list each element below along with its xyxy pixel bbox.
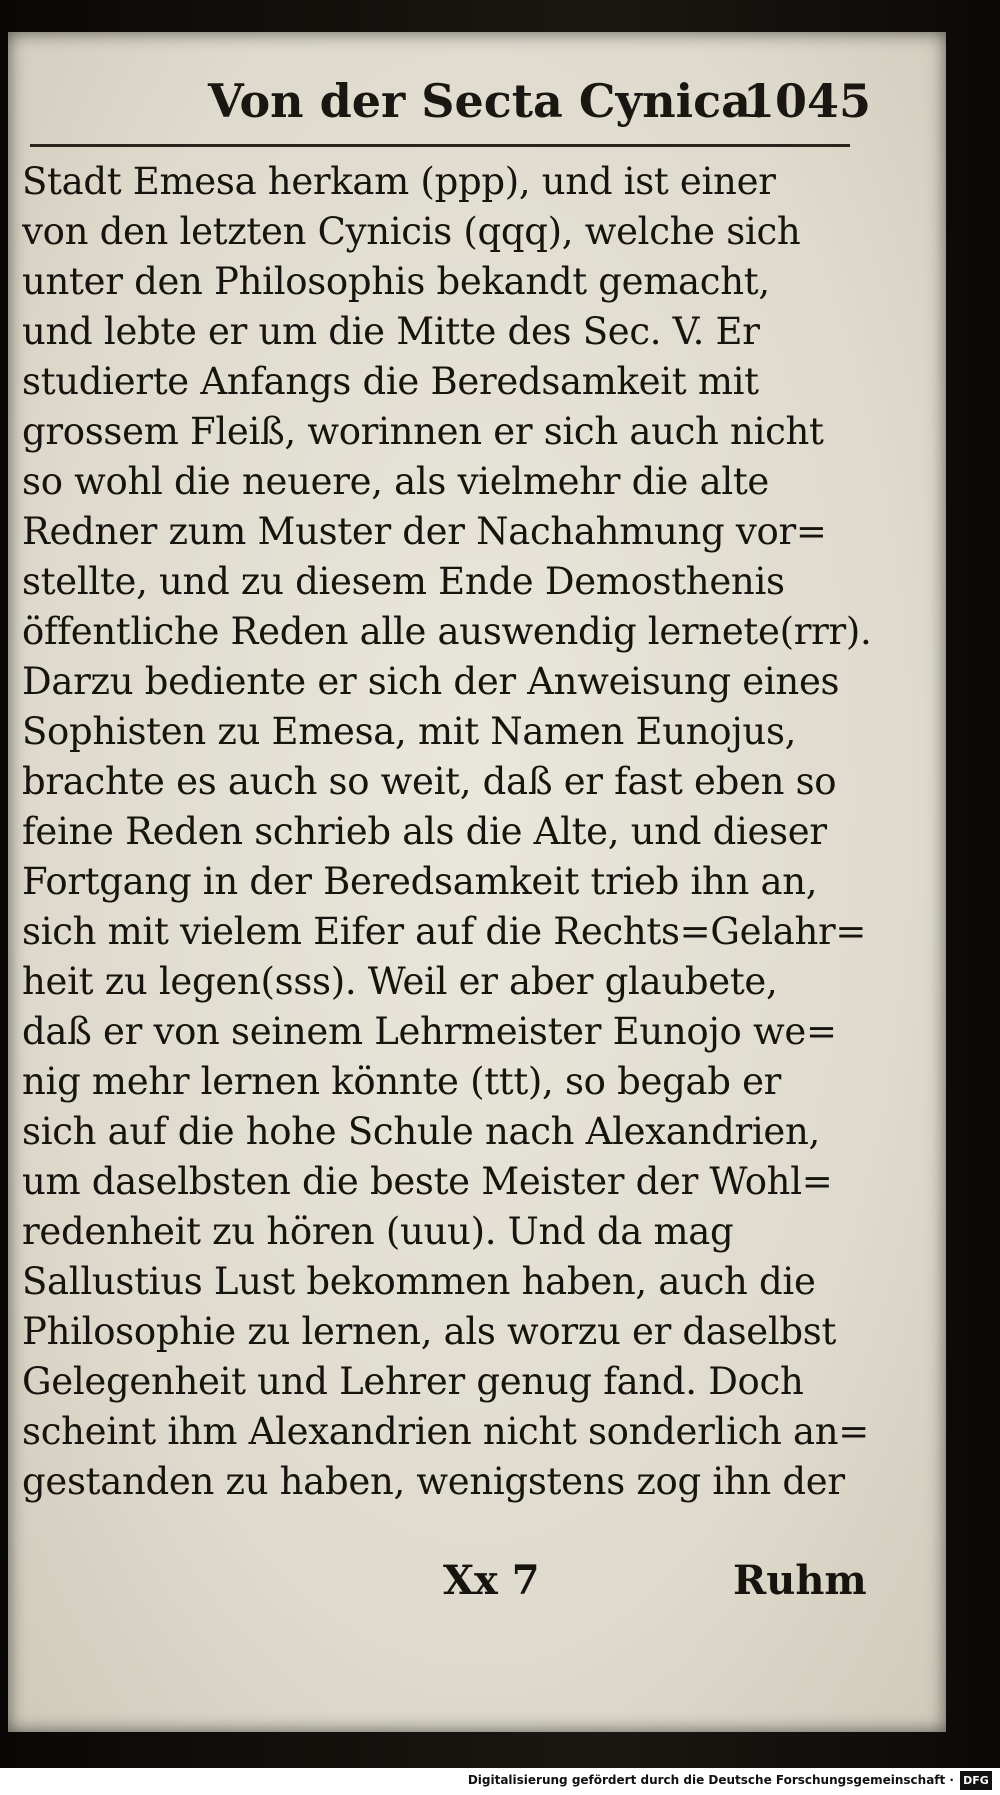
text-line: Fortgang in der Beredsamkeit trieb ihn an, <box>22 860 818 903</box>
text-line: daß er von seinem Lehrmeister Eunojo we= <box>22 1010 837 1053</box>
book-page <box>8 32 946 1732</box>
text-line: feine Reden schrieb als die Alte, und dieser <box>22 810 827 853</box>
text-line: öffentliche Reden alle auswendig lernete(rrr). <box>22 610 872 653</box>
digitization-credit-bar <box>0 1768 1000 1795</box>
text-line: sich mit vielem Eifer auf die Rechts=Gelahr= <box>22 910 867 953</box>
text-line: scheint ihm Alexandrien nicht sonderlich an= <box>22 1410 870 1453</box>
text-line: Sophisten zu Emesa, mit Namen Eunojus, <box>22 710 797 753</box>
header-rule <box>30 144 850 147</box>
text-line: redenheit zu hören (uuu). Und da mag <box>22 1210 734 1253</box>
text-line: um daselbsten die beste Meister der Wohl= <box>22 1160 833 1203</box>
text-line: sich auf die hohe Schule nach Alexandrien, <box>22 1110 820 1153</box>
text-line: grossem Fleiß, worinnen er sich auch nicht <box>22 410 824 453</box>
dfg-logo-icon: DFG <box>960 1771 992 1790</box>
text-line: und lebte er um die Mitte des Sec. V. Er <box>22 310 760 353</box>
page-header <box>8 32 946 152</box>
signature-mark: Xx 7 <box>443 1557 540 1604</box>
text-line: Redner zum Muster der Nachahmung vor= <box>22 510 827 553</box>
digitization-credit: Digitalisierung gefördert durch die Deutsche Forschungsgemeinschaft · <box>467 1773 954 1787</box>
text-line: von den letzten Cynicis (qqq), welche sich <box>22 210 801 253</box>
text-line: nig mehr lernen könnte (ttt), so begab er <box>22 1060 782 1103</box>
text-line: heit zu legen(sss). Weil er aber glaubete, <box>22 960 778 1003</box>
text-line: unter den Philosophis bekandt gemacht, <box>22 260 770 303</box>
text-line: studierte Anfangs die Beredsamkeit mit <box>22 360 759 403</box>
text-line: Darzu bediente er sich der Anweisung eines <box>22 660 840 703</box>
text-line: Gelegenheit und Lehrer genug fand. Doch <box>22 1360 804 1403</box>
text-line: Sallustius Lust bekommen haben, auch die <box>22 1260 816 1303</box>
catchword: Ruhm <box>733 1557 867 1604</box>
text-line: Stadt Emesa herkam (ppp), und ist einer <box>22 160 776 203</box>
text-line: stellte, und zu diesem Ende Demosthenis <box>22 560 785 603</box>
page-number: 1045 <box>743 74 872 128</box>
running-title: Von der Secta Cynica. <box>208 74 767 128</box>
text-line: so wohl die neuere, als vielmehr die alte <box>22 460 770 503</box>
body-text <box>22 157 882 1507</box>
text-line: gestanden zu haben, wenigstens zog ihn der <box>22 1460 845 1503</box>
text-line: brachte es auch so weit, daß er fast eben so <box>22 760 837 803</box>
text-line: Philosophie zu lernen, als worzu er daselbst <box>22 1310 837 1353</box>
